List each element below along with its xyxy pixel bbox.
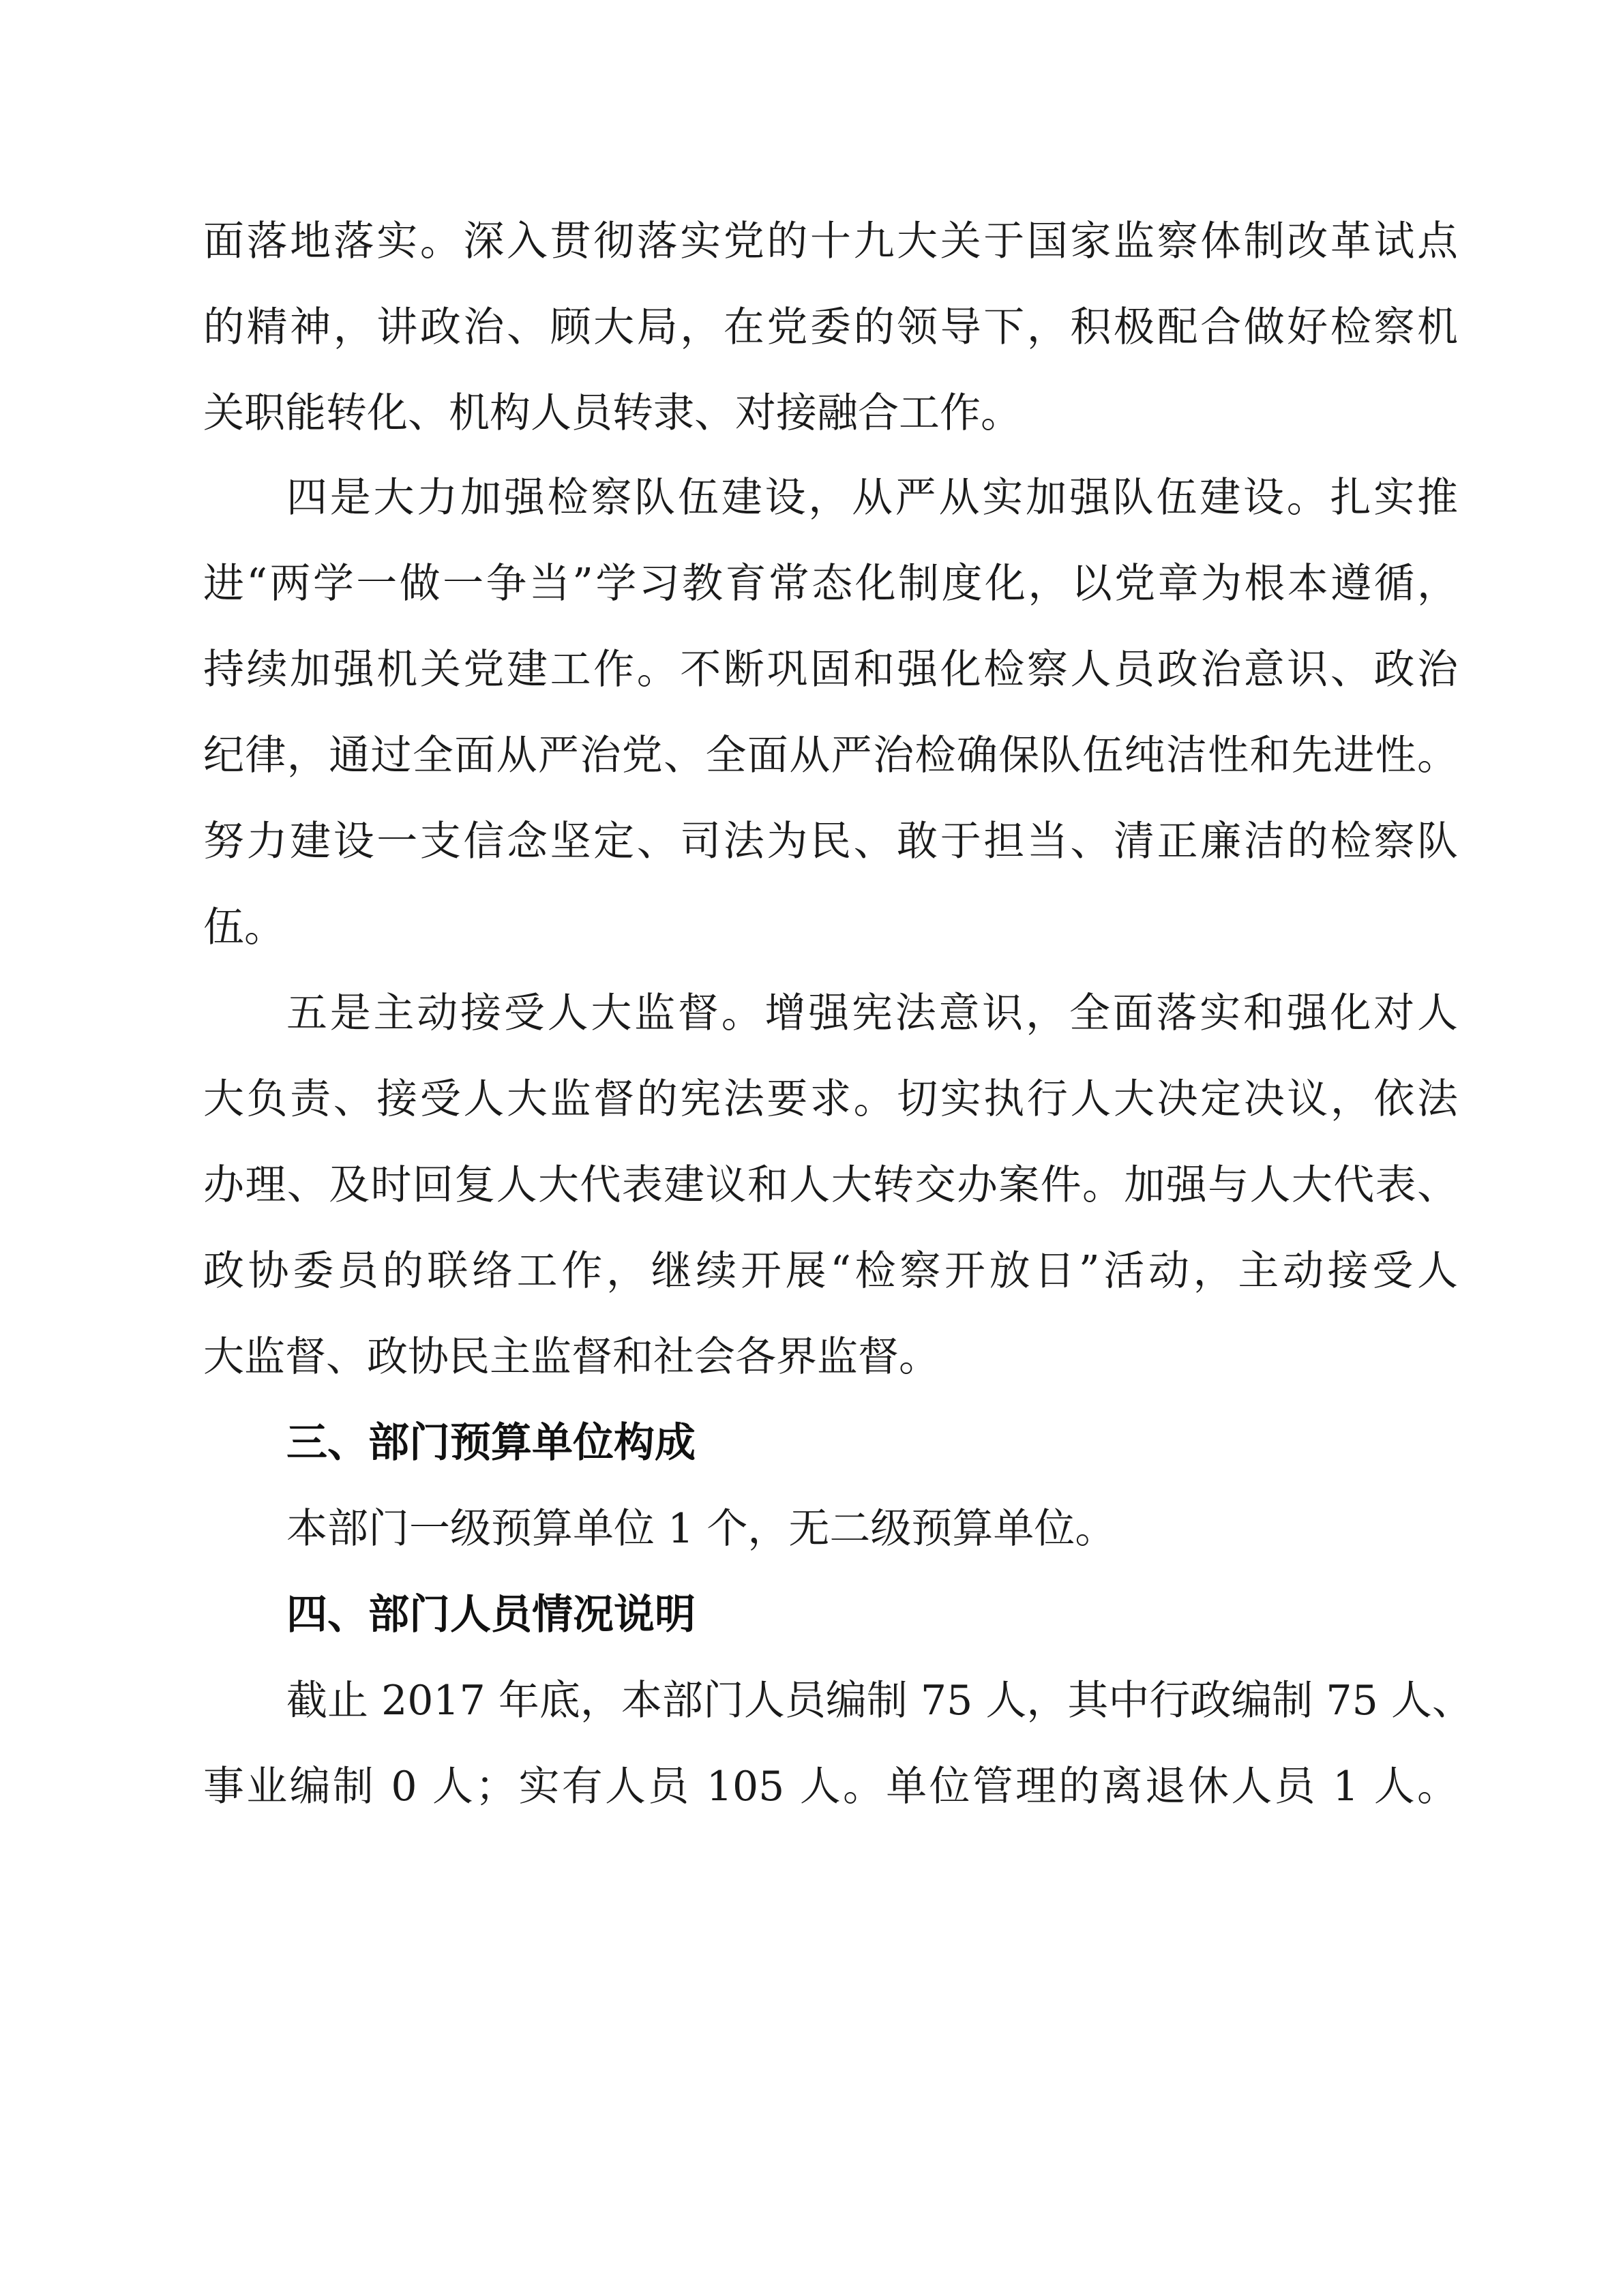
paragraph-3-line-4: 政协委员的联络工作，继续开展“检察开放日”活动，主动接受人: [203, 1247, 1458, 1295]
paragraph-2-line-5: 努力建设一支信念坚定、司法为民、敢于担当、清正廉洁的检察队: [203, 818, 1458, 865]
paragraph-1-line-2: 的精神，讲政治、顾大局，在党委的领导下，积极配合做好检察机: [203, 303, 1458, 351]
paragraph-1-line-3: 关职能转化、机构人员转隶、对接融合工作。: [203, 389, 1022, 437]
paragraph-3-line-1: 五是主动接受人大监督。增强宪法意识，全面落实和强化对人: [286, 989, 1458, 1037]
paragraph-1-line-1: 面落地落实。深入贯彻落实党的十九大关于国家监察体制改革试点: [203, 218, 1458, 265]
paragraph-2-line-4: 纪律，通过全面从严治党、全面从严治检确保队伍纯洁性和先进性。: [203, 732, 1458, 779]
paragraph-2-line-2: 进“两学一做一争当”学习教育常态化制度化，以党章为根本遵循，: [203, 560, 1458, 608]
section-4-line-1: 截止 2017 年底，本部门人员编制 75 人，其中行政编制 75 人、: [286, 1677, 1473, 1725]
section-4-heading: 四、部门人员情况说明: [286, 1591, 696, 1639]
paragraph-2-line-1: 四是大力加强检察队伍建设，从严从实加强队伍建设。扎实推: [286, 474, 1458, 522]
section-3-heading: 三、部门预算单位构成: [286, 1419, 696, 1467]
paragraph-3-line-5: 大监督、政协民主监督和社会各界监督。: [203, 1333, 940, 1381]
paragraph-3-line-3: 办理、及时回复人大代表建议和人大转交办案件。加强与人大代表、: [203, 1161, 1458, 1209]
section-4-line-2: 事业编制 0 人；实有人员 105 人。单位管理的离退休人员 1 人。: [203, 1763, 1458, 1810]
paragraph-2-line-6: 伍。: [203, 904, 285, 951]
paragraph-2-line-3: 持续加强机关党建工作。不断巩固和强化检察人员政治意识、政治: [203, 646, 1458, 694]
section-3-line-1: 本部门一级预算单位 1 个，无二级预算单位。: [286, 1505, 1116, 1553]
paragraph-3-line-2: 大负责、接受人大监督的宪法要求。切实执行人大决定决议，依法: [203, 1075, 1458, 1123]
